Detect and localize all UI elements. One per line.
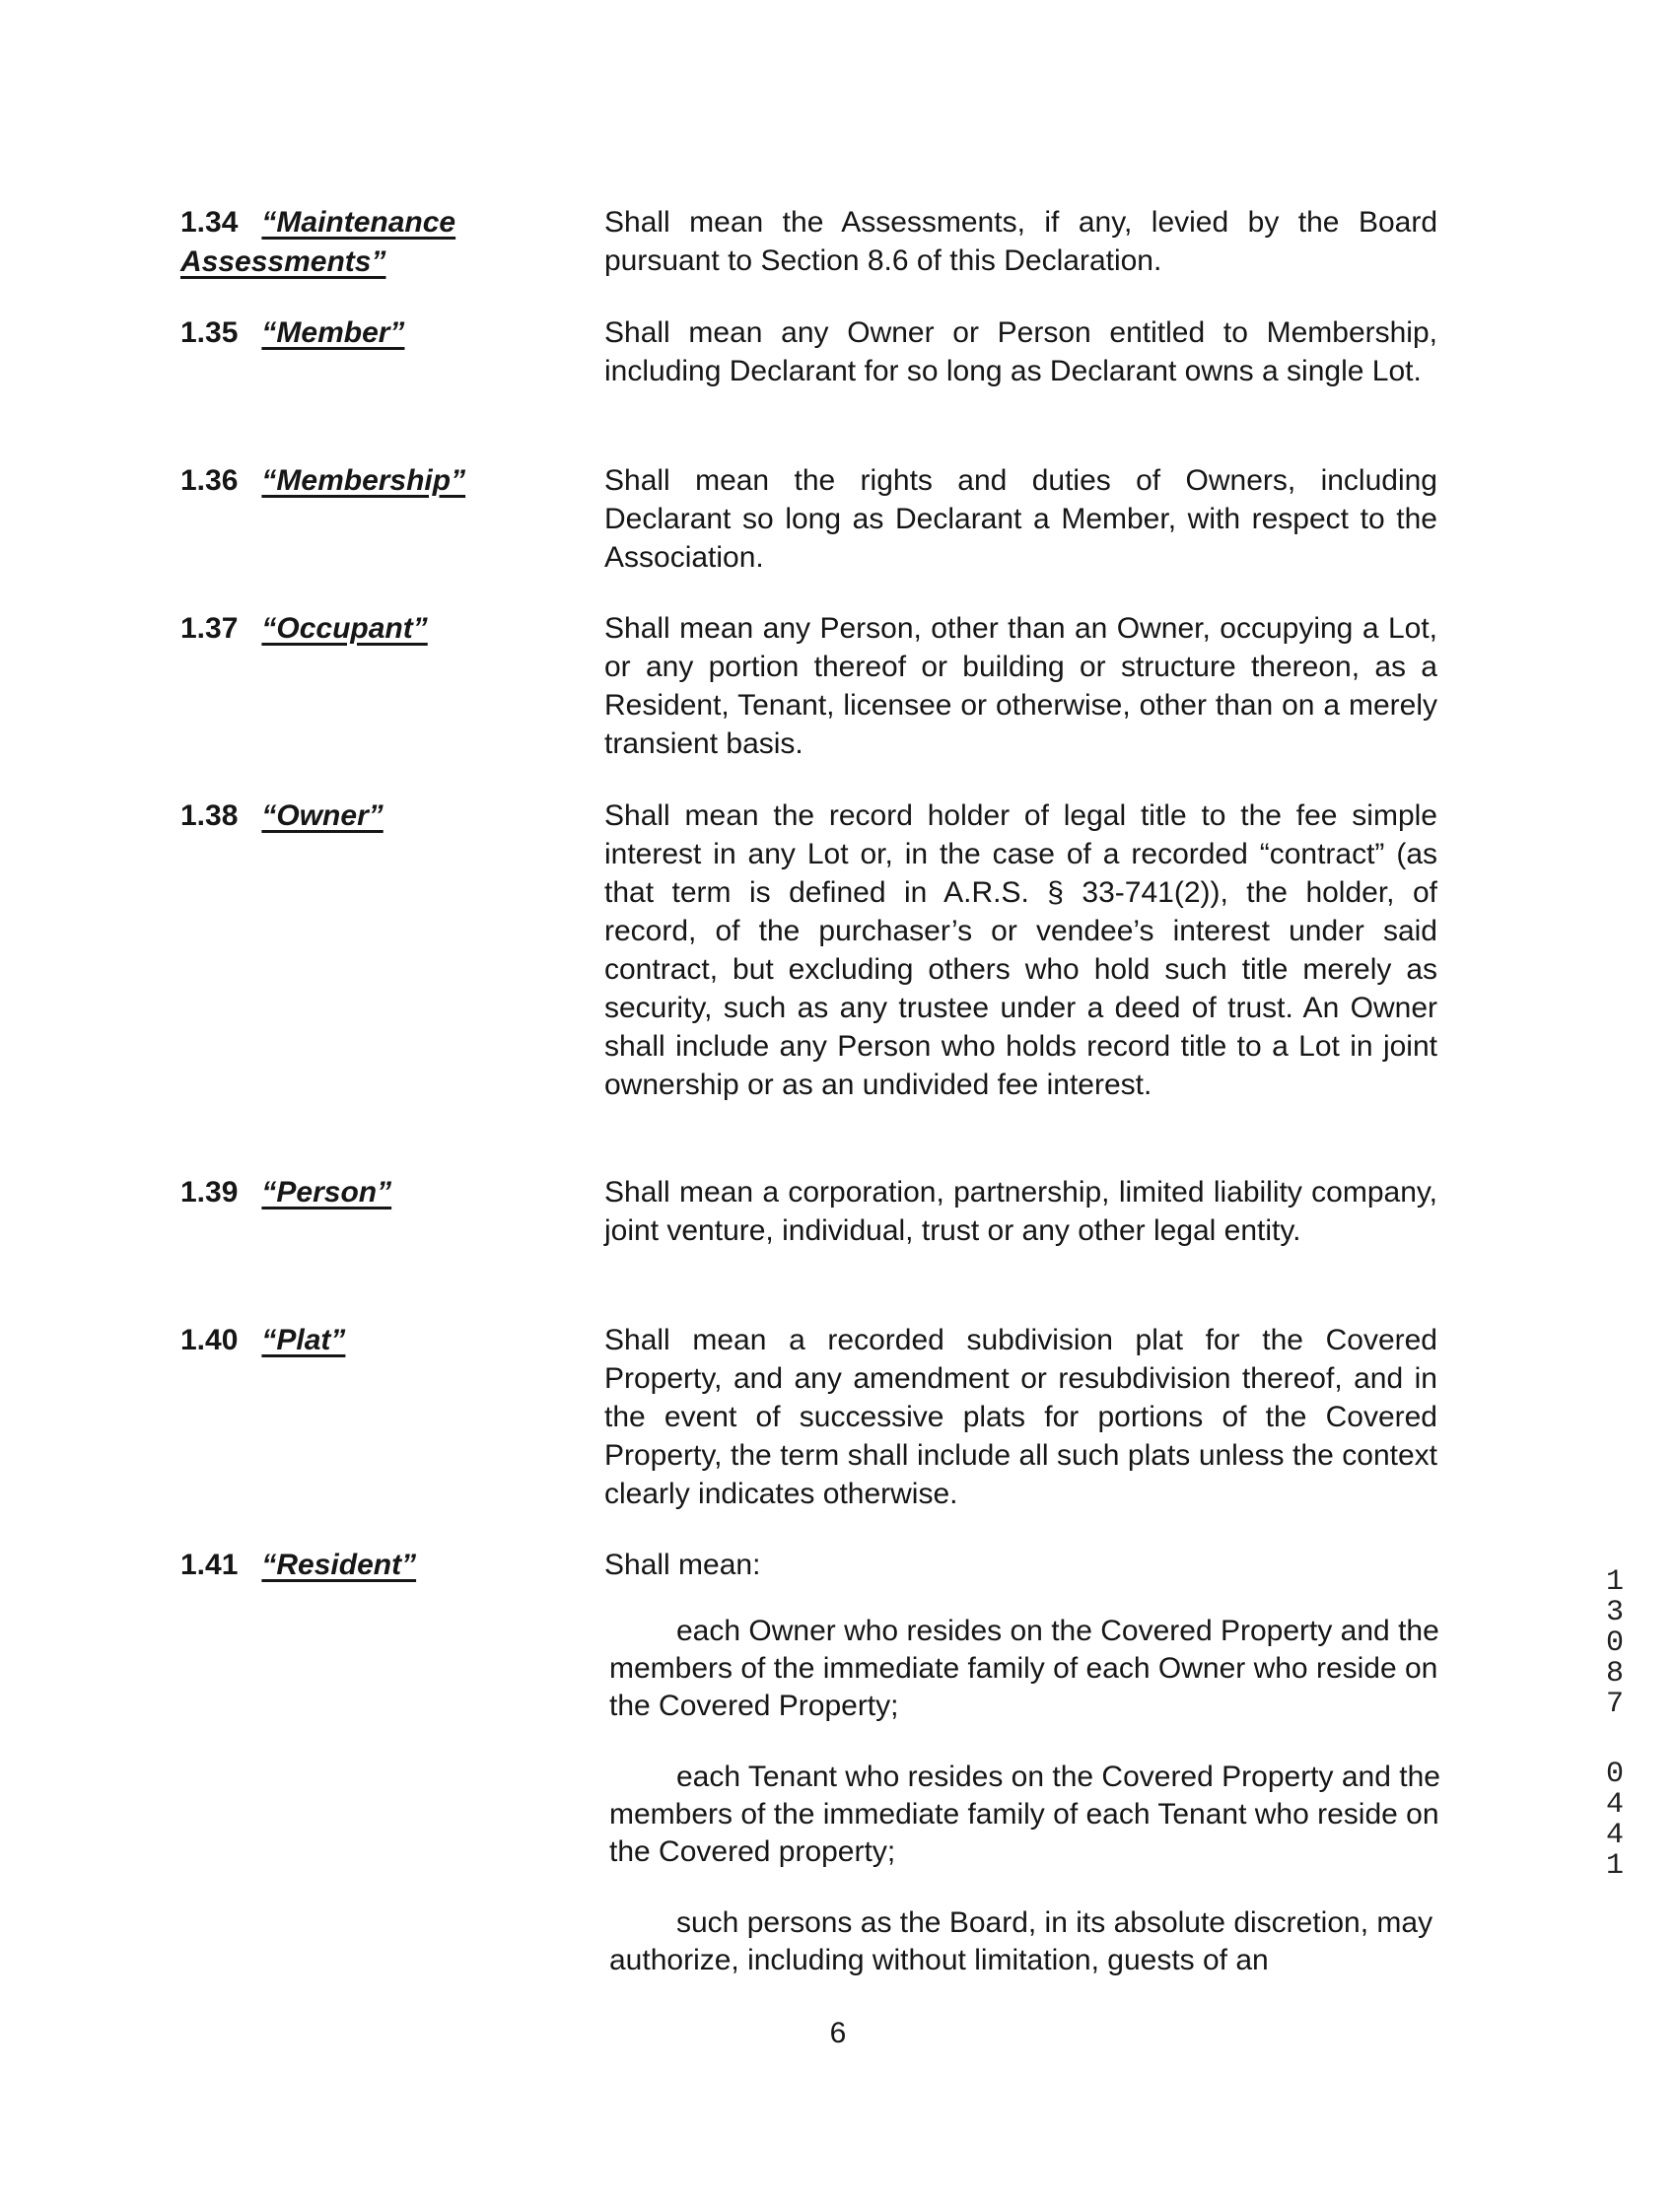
defined-term: “Member”	[261, 316, 405, 349]
recording-stamp-page: 0 4 4 1	[1605, 1758, 1624, 1883]
resident-item: each Owner who resides on the Covered Property and the members of the immediate family of each Owner who reside on the Covered Property;	[609, 1615, 1439, 1722]
definition-term	[180, 796, 575, 836]
definition-term	[180, 203, 575, 282]
section-number: 1.39	[180, 1176, 239, 1209]
resident-item: such persons as the Board, in its absolute discretion, may authorize, including without limitation, guests of an	[609, 1906, 1433, 1976]
section-number: 1.41	[180, 1549, 239, 1581]
defined-term: “Resident”	[261, 1549, 417, 1581]
definition-text: Shall mean the Assessments, if any, levied by the Board pursuant to Section 8.6 of this Declaration.	[604, 206, 1437, 277]
definition-text: Shall mean the rights and duties of Owners, including Declarant so long as Declarant a Member, with respect to the Association.	[604, 464, 1437, 574]
definition-term	[180, 1546, 575, 1585]
definition-term	[180, 313, 575, 353]
definition-term	[180, 609, 575, 649]
section-number: 1.40	[180, 1324, 239, 1356]
definition-text: Shall mean:	[604, 1549, 761, 1581]
definition-text: Shall mean any Owner or Person entitled to Membership, including Declarant for so long as Declarant owns a single Lot.	[604, 316, 1437, 387]
defined-term: “Person”	[261, 1176, 392, 1209]
section-number: 1.34	[180, 206, 239, 239]
section-number: 1.38	[180, 799, 239, 832]
defined-term: “Owner”	[261, 799, 384, 832]
defined-term: “Occupant”	[261, 612, 428, 645]
definition-term	[180, 461, 575, 501]
definition-term	[180, 1173, 575, 1212]
section-number: 1.37	[180, 612, 239, 645]
definition-term	[180, 1321, 575, 1360]
defined-term: “Membership”	[261, 464, 466, 497]
page-number: 6	[829, 2017, 847, 2049]
recording-stamp-book: 1 3 0 8 7	[1605, 1565, 1624, 1721]
resident-item: each Tenant who resides on the Covered Property and the members of the immediate family of each Tenant who reside on the Covered property;	[609, 1761, 1440, 1868]
defined-term: “Maintenance Assessments”	[180, 206, 456, 278]
definition-text: Shall mean the record holder of legal title to the fee simple interest in any Lot or, in the case of a recorded “contract” (as that term is defined in A.R.S. § 33-741(2)), the holder, of record, of the purchaser’s or vendee’s interest under said contract, but excluding others who hold such title merely as security, such as any trustee under a deed of trust. An Owner shall include any Person who holds record title to a Lot in joint ownership or as an undivided fee interest.	[604, 799, 1437, 1101]
defined-term: “Plat”	[261, 1324, 346, 1356]
section-number: 1.36	[180, 464, 239, 497]
section-number: 1.35	[180, 316, 239, 349]
definition-text: Shall mean a corporation, partnership, limited liability company, joint venture, individual, trust or any other legal entity.	[604, 1176, 1437, 1247]
recording-stamp	[1595, 1567, 1635, 1882]
resident-subitems	[609, 1613, 1447, 2013]
definition-text: Shall mean a recorded subdivision plat for the Covered Property, and any amendment or resubdivision thereof, and in the event of successive plats for portions of the Covered Property, the term shall include all such plats unless the context clearly indicates otherwise.	[604, 1324, 1437, 1510]
definition-text: Shall mean any Person, other than an Owner, occupying a Lot, or any portion thereof or building or structure thereon, as a Resident, Tenant, licensee or otherwise, other than on a merely transient basis.	[604, 612, 1437, 760]
